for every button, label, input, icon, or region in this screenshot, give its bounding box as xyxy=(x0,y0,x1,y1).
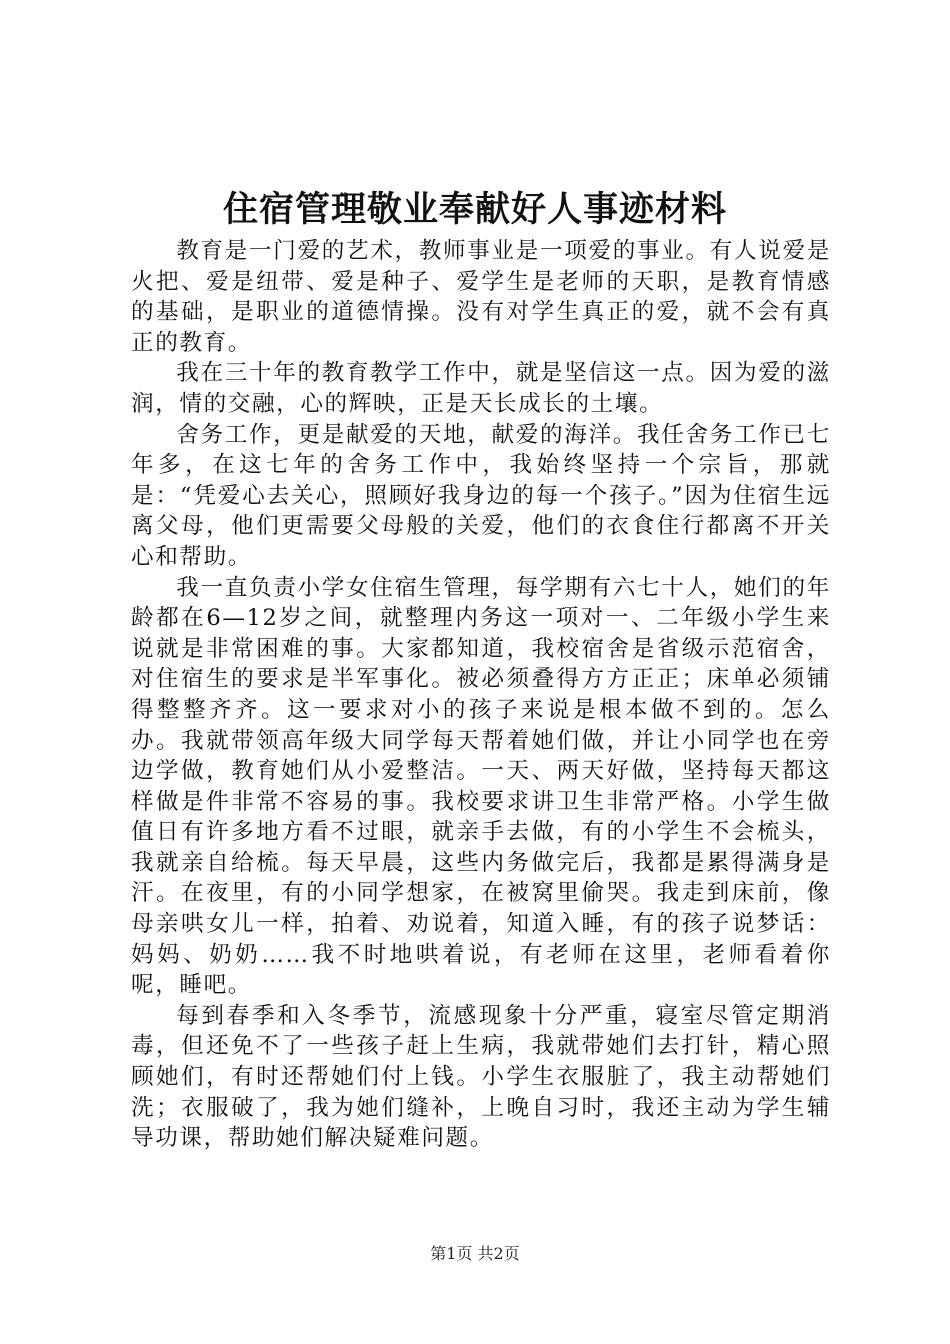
paragraph-5: 每到春季和入冬季节，流感现象十分严重，寝室尽管定期消毒，但还免不了一些孩子赶上生病，我就带她们去打针，精心照顾她们，有时还帮她们付上钱。小学生衣服脏了，我主动帮她们洗；衣服破了，我为她们缝补，上晚自习时，我还主动为学生辅导功课，帮助她们解决疑难问题。 xyxy=(131,1002,831,1152)
document-title: 住宿管理敬业奉献好人事迹材料 xyxy=(222,189,727,230)
paragraph-4: 我一直负责小学女住宿生管理，每学期有六七十人，她们的年龄都在6—12岁之间，就整理内务这一项对一、二年级小学生来说就是非常困难的事。大家都知道，我校宿舍是省级示范宿舍，对住宿生的要求是半军事化。被必须叠得方方正正；床单必须铺得整整齐齐。这一要求对小的孩子来说是根本做不到的。怎么办。我就带领高年级大同学每天帮着她们做，并让小同学也在旁边学做，教育她们从小爱整洁。一天、两天好做，坚持每天都这样做是件非常不容易的事。我校要求讲卫生非常严格。小学生做值日有许多地方看不过眼，就亲手去做，有的小学生不会梳头，我就亲自给梳。每天早晨，这些内务做完后，我都是累得满身是汗。在夜里，有的小同学想家，在被窝里偷哭。我走到床前，像母亲哄女儿一样，拍着、劝说着，知道入睡，有的孩子说梦话：妈妈、奶奶……我不时地哄着说，有老师在这里，老师看着你呢，睡吧。 xyxy=(131,574,831,999)
page-footer: 第1页 共2页 xyxy=(430,1244,520,1263)
paragraph-1: 教育是一门爱的艺术，教师事业是一项爱的事业。有人说爱是火把、爱是纽带、爱是种子、爱学生是老师的天职，是教育情感的基础，是职业的道德情操。没有对学生真正的爱，就不会有真正的教育。 xyxy=(131,238,831,356)
paragraph-2: 我在三十年的教育教学工作中，就是坚信这一点。因为爱的滋润，情的交融，心的辉映，正是天长成长的土壤。 xyxy=(131,360,831,417)
paragraph-3: 舍务工作，更是献爱的天地，献爱的海洋。我任舍务工作已七年多，在这七年的舍务工作中，我始终坚持一个宗旨，那就是：“凭爱心去关心，照顾好我身边的每一个孩子。”因为住宿生远离父母，他们更需要父母般的关爱，他们的衣食住行都离不开关心和帮助。 xyxy=(131,421,831,570)
document-body xyxy=(131,236,831,1154)
